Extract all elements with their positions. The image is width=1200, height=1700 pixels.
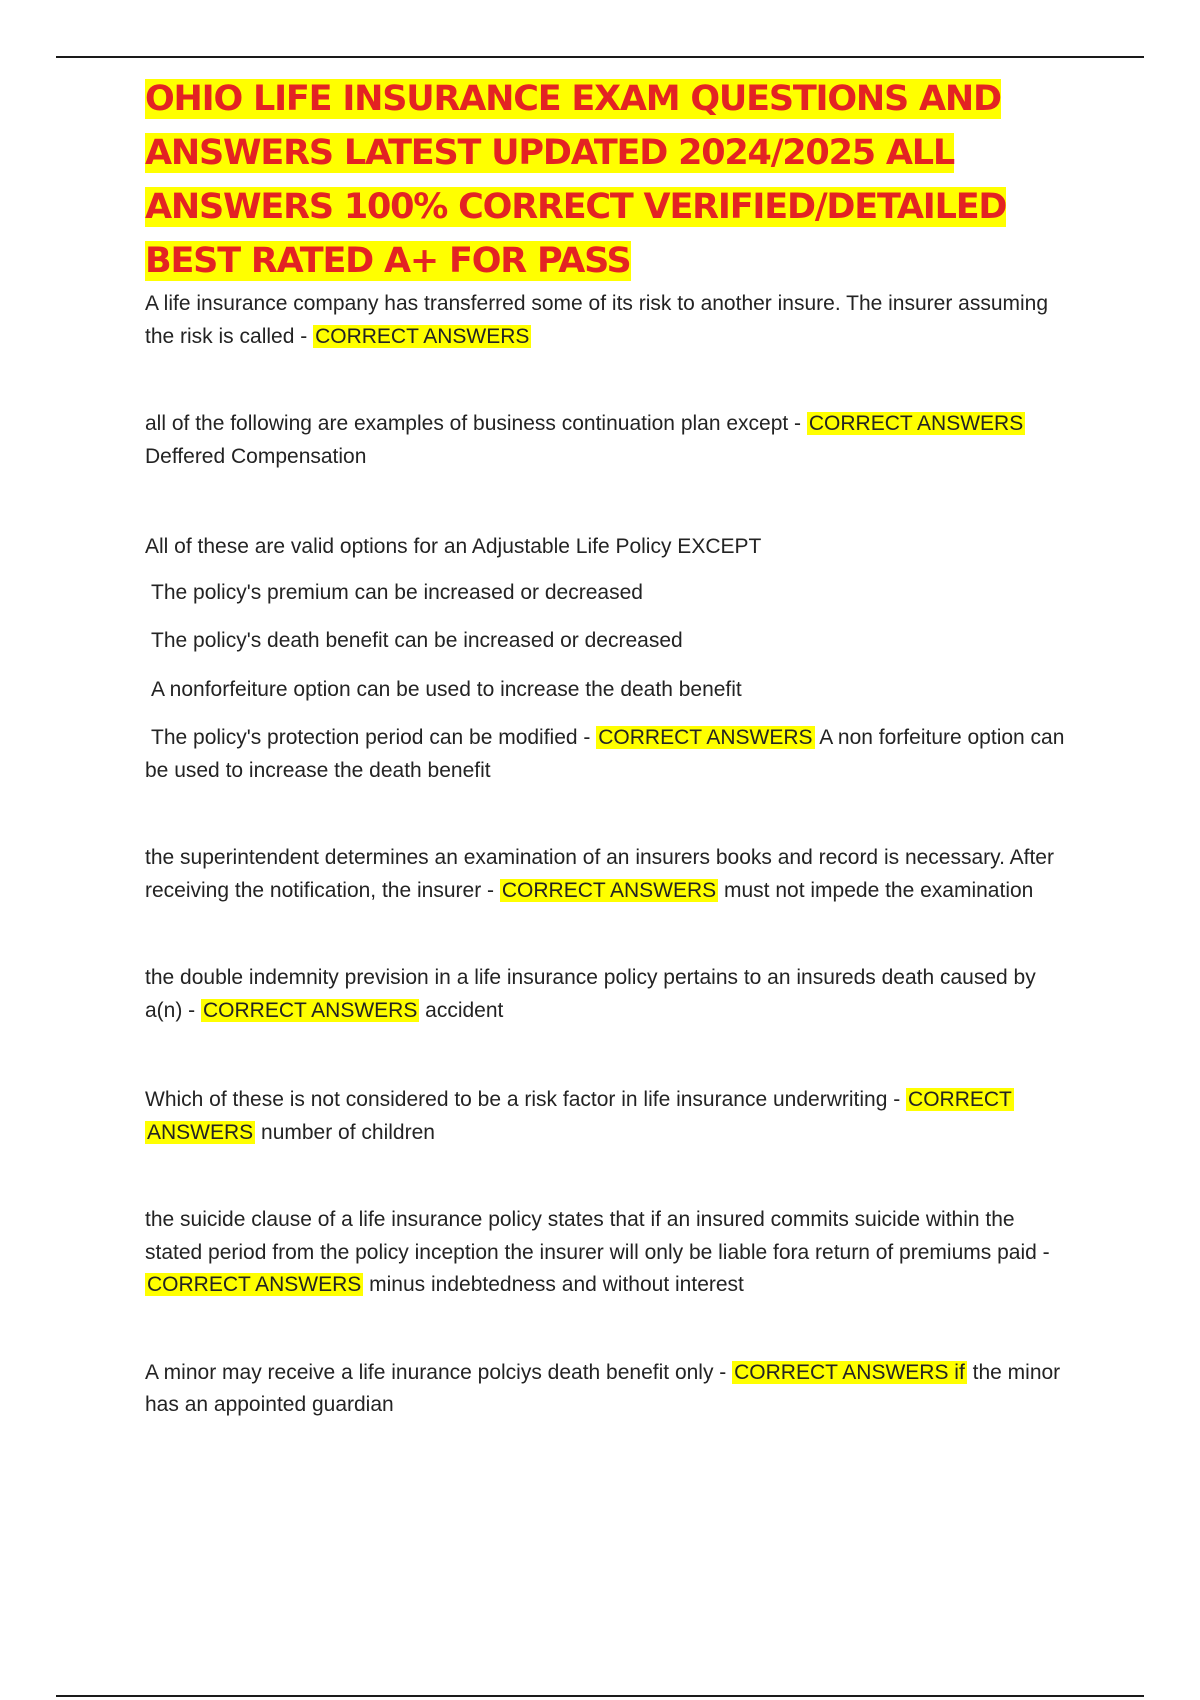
qa-option: A nonforfeiture option can be used to increase the death benefit (151, 677, 742, 701)
answer-text: minus indebtedness and without interest (363, 1273, 744, 1296)
correct-answers-marker: CORRECT ANSWERS (501, 878, 717, 902)
document-body (145, 72, 1065, 1422)
qa-option-with-answer (145, 722, 1065, 787)
qa-item (145, 288, 1065, 353)
qa-question (145, 1357, 1065, 1422)
qa-question (145, 408, 1065, 473)
qa-item (145, 1204, 1065, 1302)
marker-suffix: if (948, 1360, 965, 1384)
question-text: all of the following are examples of business continuation plan except - (145, 412, 807, 435)
correct-answers-marker: CORRECT ANSWERS (147, 1273, 362, 1296)
question-text: the suicide clause of a life insurance policy states that if an insured commits suicide within the stated period from the policy inception the insurer will only be liable fora return of premiums paid - (145, 1208, 1050, 1264)
bottom-rule (56, 1695, 1144, 1697)
title-highlight: OHIO LIFE INSURANCE EXAM QUESTIONS AND ANSWERS LATEST UPDATED 2024/2025 ALL ANSWERS 100% CORRECT VERIFIED/DETAILED BEST RATED A+ FOR PASS (145, 79, 1007, 281)
qa-item (145, 408, 1065, 473)
question-text: the superintendent determines an examination of an insurers books and record is necessary. After receiving the notification, the insurer - (145, 846, 1054, 902)
correct-answers-marker: CORRECT ANSWERS (598, 726, 813, 749)
qa-question (145, 962, 1065, 1027)
marker-text: CORRECT ANSWERS (734, 1360, 949, 1384)
correct-answers-marker: CORRECT ANSWERS (315, 324, 530, 348)
option-text: The policy's protection period can be modified - (151, 726, 597, 749)
qa-question (145, 288, 1065, 353)
correct-answers-marker: CORRECT ANSWERS (203, 998, 418, 1022)
document-title (145, 72, 1065, 288)
question-text: Which of these is not considered to be a risk factor in life insurance underwriting - (145, 1088, 907, 1111)
qa-item (145, 1357, 1065, 1422)
qa-option: The policy's death benefit can be increased or decreased (151, 629, 683, 652)
correct-answers-marker (732, 1361, 967, 1384)
question-text: A minor may receive a life inurance polciys death benefit only - (145, 1360, 733, 1384)
answer-text: number of children (255, 1120, 435, 1144)
qa-option: The policy's premium can be increased or decreased (151, 580, 643, 604)
qa-question (145, 1204, 1065, 1302)
question-text: the double indemnity prevision in a life insurance policy pertains to an insureds death caused by a(n) - (145, 966, 1036, 1022)
qa-item (145, 842, 1065, 907)
qa-question (145, 1084, 1065, 1149)
answer-text: must not impede the examination (718, 878, 1034, 902)
answer-text: A non forfeiture option can be used to increase the death benefit (145, 726, 1065, 782)
answer-text: accident (419, 998, 504, 1022)
answer-text: the minor has an appointed guardian (145, 1360, 1061, 1416)
correct-answers-marker: CORRECT ANSWERS (808, 412, 1024, 435)
qa-question: All of these are valid options for an Adjustable Life Policy EXCEPT (145, 535, 762, 558)
qa-question (145, 842, 1065, 907)
correct-answers-marker: CORRECT ANSWERS (147, 1088, 1012, 1144)
question-text: A life insurance company has transferred some of its risk to another insure. The insurer assuming the risk is called - (145, 292, 1049, 348)
qa-item (145, 531, 1065, 787)
qa-item (145, 1084, 1065, 1149)
answer-text: Deffered Compensation (145, 444, 367, 468)
qa-item (145, 962, 1065, 1027)
top-rule (56, 56, 1144, 58)
